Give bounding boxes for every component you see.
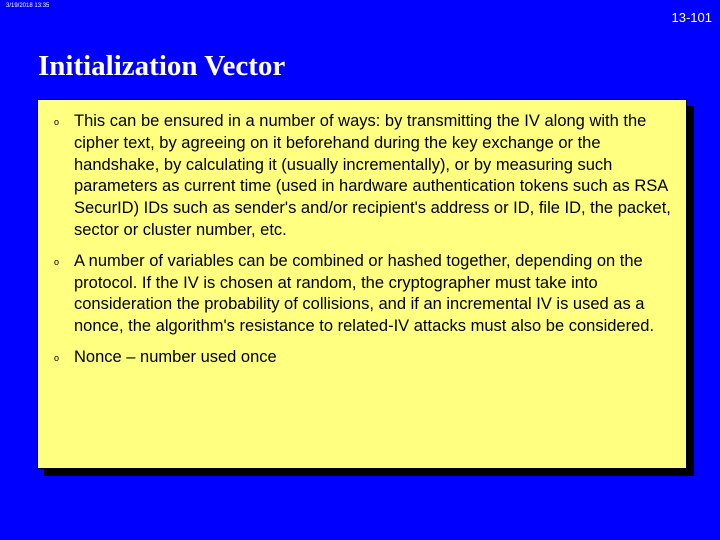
- bullet-item: [54, 347, 684, 369]
- timestamp: 3/19/2018 13:35: [6, 3, 50, 9]
- slide-number: 13-101: [671, 10, 712, 25]
- bullet-item: [54, 251, 684, 338]
- bullet-item: [54, 111, 684, 242]
- bullet-marker-icon: o: [54, 256, 60, 267]
- bullet-list: [54, 111, 684, 378]
- slide-title: Initialization Vector: [38, 50, 286, 82]
- bullet-text: Nonce – number used once: [74, 347, 277, 366]
- content-panel: [37, 99, 687, 469]
- bullet-marker-icon: o: [54, 117, 60, 127]
- bullet-text: A number of variables can be combined or hashed together, depending on the protocol. If the IV is chosen at random, the cryptographer must take into consideration the probability of collisions, and if an incremental IV is used as a nonce, the algorithm's resistance to related-IV attacks must also be considered.: [74, 251, 655, 336]
- bullet-text: This can be ensured in a number of ways: by transmitting the IV along with the cipher text, by agreeing on it beforehand during the key exchange or the handshake, by calculating it (usually incrementally), or by measuring such parameters as current time (used in hardware authentication tokens such as RSA SecurID) IDs such as sender's and/or recipient's address or ID, file ID, the packet, sector or cluster number, etc.: [74, 112, 671, 239]
- bullet-marker-icon: o: [54, 352, 60, 363]
